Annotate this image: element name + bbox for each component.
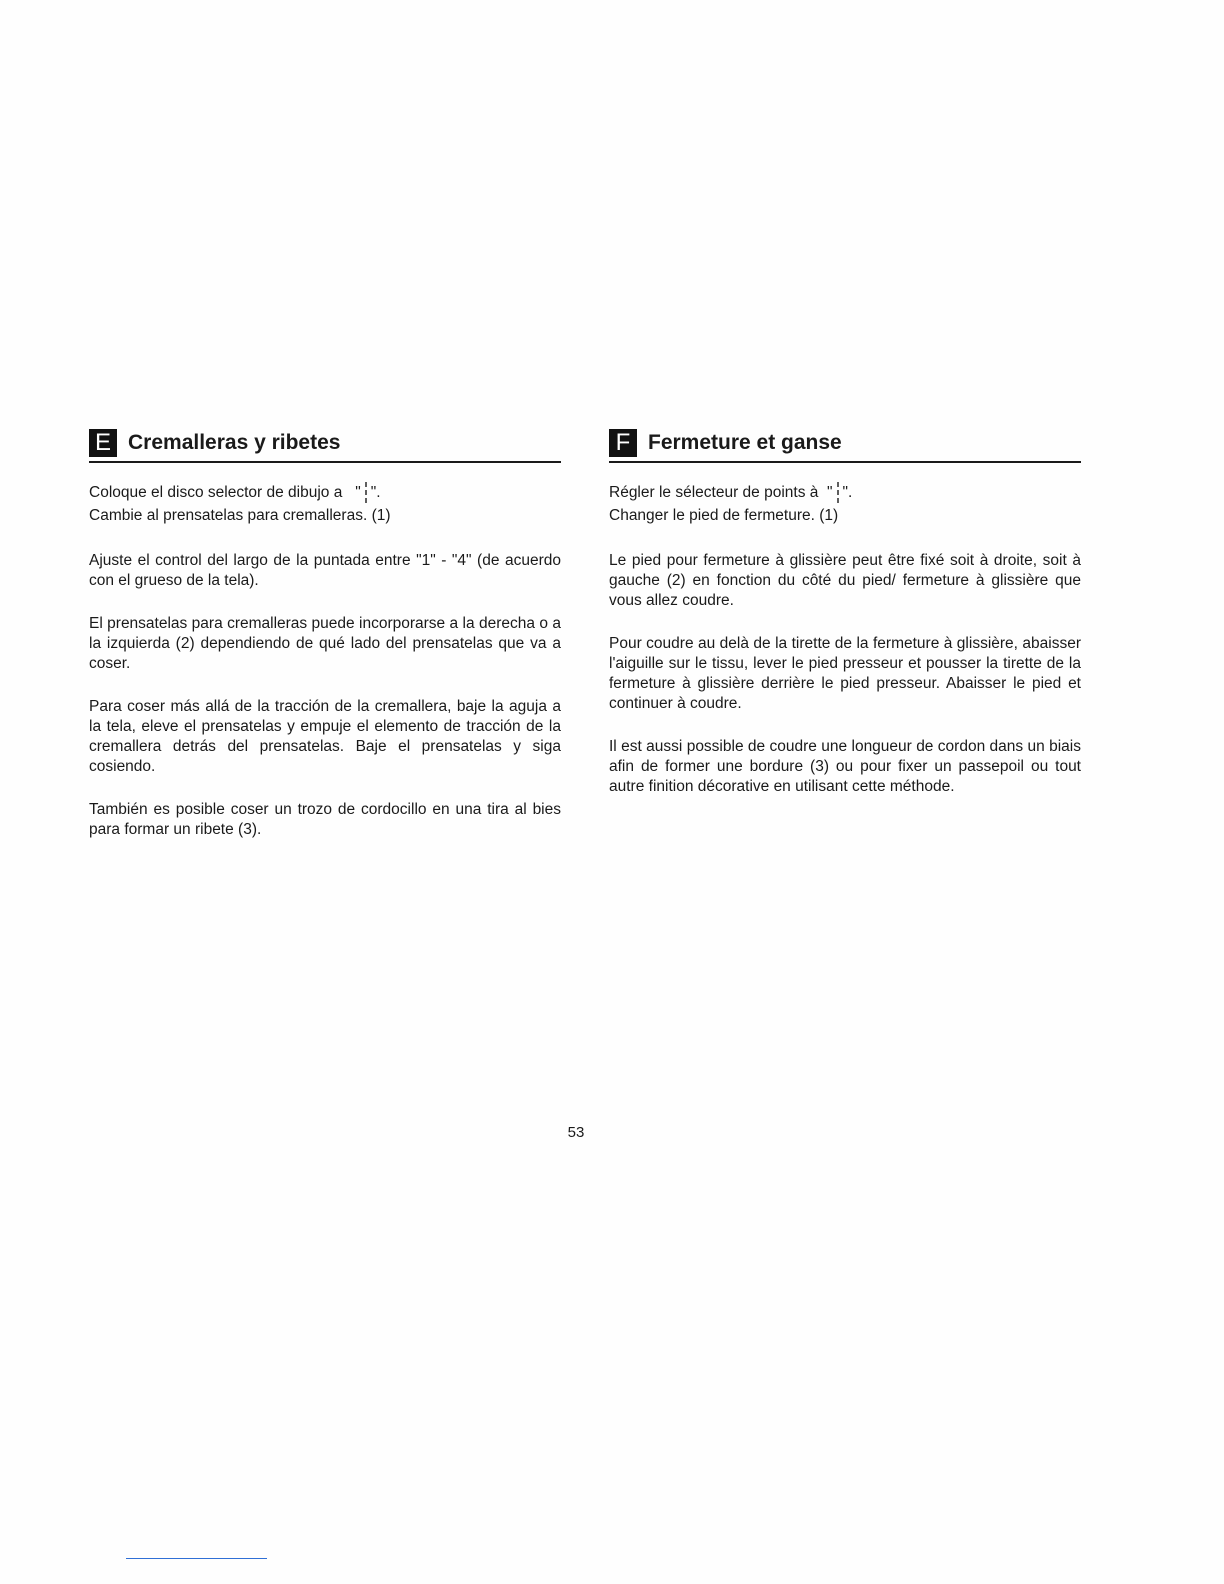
french-close-quote: ". — [842, 484, 853, 501]
language-badge-e: E — [89, 429, 117, 457]
french-paragraph-1: Le pied pour fermeture à glissière peut être fixé soit à droite, soit à gauche (2) en fonction du côté du pied/ fermeture à glissière que vous allez coudre. — [609, 552, 1081, 609]
spanish-paragraph-2: El prensatelas para cremalleras puede incorporarse a la derecha o a la izquierda (2) dependiendo de qué lado del prensatelas que va a coser. — [89, 615, 561, 672]
language-badge-f: F — [609, 429, 637, 457]
spanish-paragraph-3: Para coser más allá de la tracción de la cremallera, baje la aguja a la tela, eleve el prensatelas y empuje el elemento de tracción de la cremallera detrás del prensatelas. Baje el prensatelas y siga cosiendo. — [89, 698, 561, 775]
page-number: 53 — [567, 1124, 585, 1141]
french-section-title: Fermeture et ganse — [648, 431, 842, 454]
french-open-quote: " — [827, 484, 833, 501]
spanish-paragraph-4: También es posible coser un trozo de cordocillo en una tira al bies para formar un ribete (3). — [89, 801, 561, 838]
spanish-line-2: Cambie al prensatelas para cremalleras. (1) — [89, 507, 391, 524]
straight-stitch-icon — [362, 482, 370, 503]
straight-stitch-icon — [834, 482, 842, 503]
spanish-section-header — [89, 428, 561, 463]
spanish-open-quote: " — [355, 484, 361, 501]
french-section-header — [609, 428, 1081, 463]
spanish-section-title: Cremalleras y ribetes — [128, 431, 341, 454]
french-section — [609, 428, 1081, 797]
spanish-line-1 — [89, 481, 561, 504]
footer-divider — [126, 1558, 267, 1559]
french-paragraph-3: Il est aussi possible de coudre une longueur de cordon dans un biais afin de former une bordure (3) ou pour fixer un passepoil ou tout autre finition décorative en utilisant cette méthode. — [609, 738, 1081, 795]
french-instructions-intro — [609, 481, 1081, 527]
spanish-paragraph-1: Ajuste el control del largo de la puntada entre "1" - "4" (de acuerdo con el grueso de la tela). — [89, 552, 561, 589]
spanish-line-1-text: Coloque el disco selector de dibujo a — [89, 484, 343, 501]
spanish-section — [89, 428, 561, 840]
spanish-instructions-intro — [89, 481, 561, 527]
french-paragraph-2: Pour coudre au delà de la tirette de la fermeture à glissière, abaisser l'aiguille sur le tissu, lever le pied presseur et pousser la tirette de la fermeture à glissière derrière le pied presseur. Abaisser le pied et continuer à coudre. — [609, 635, 1081, 712]
spanish-close-quote: ". — [370, 484, 381, 501]
french-line-1-text: Régler le sélecteur de points à — [609, 484, 819, 501]
french-line-1 — [609, 481, 1081, 504]
french-line-2: Changer le pied de fermeture. (1) — [609, 507, 839, 524]
